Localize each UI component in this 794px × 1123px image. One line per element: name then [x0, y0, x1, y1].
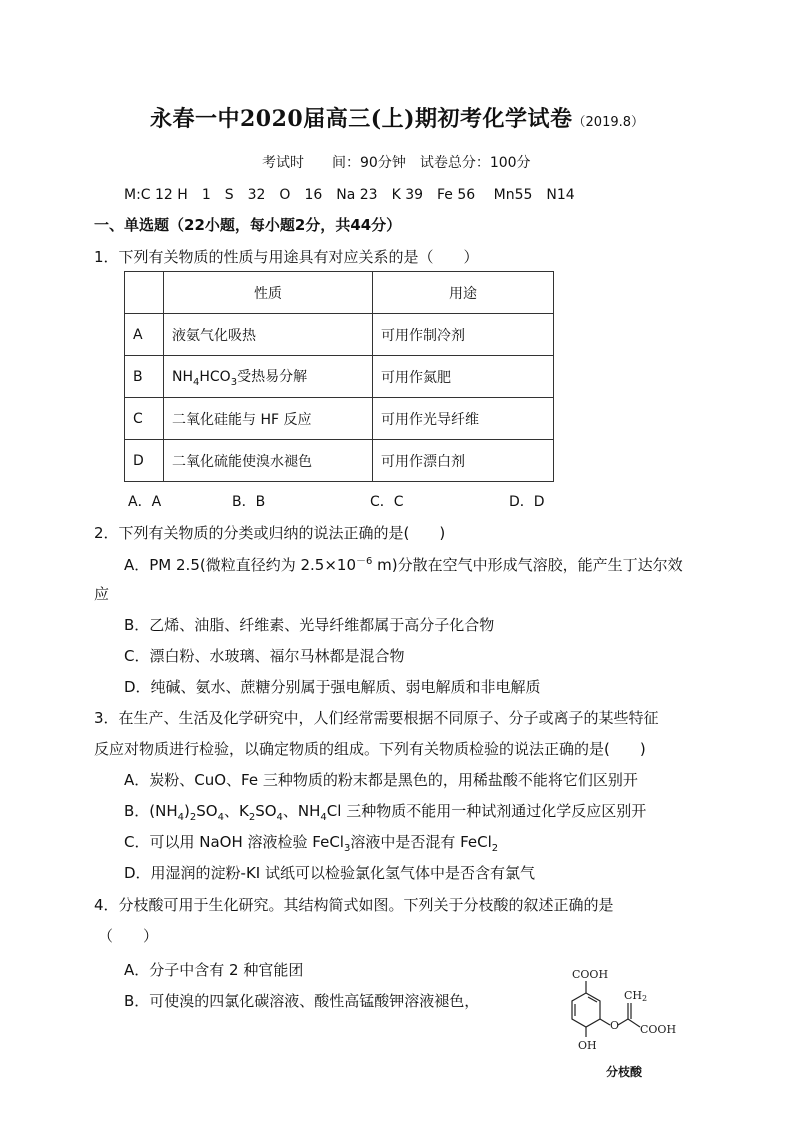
q1-option-a: A．A	[128, 494, 162, 510]
table-header-cell: 性质	[164, 272, 373, 314]
table-row	[125, 356, 554, 398]
structure-drawing	[550, 965, 700, 1065]
table-row	[125, 398, 554, 440]
row-label: B	[125, 356, 164, 398]
q1-options	[124, 491, 554, 511]
oh-label: OH	[578, 1039, 597, 1052]
table-header-row	[125, 272, 554, 314]
q1-option-c: C．C	[370, 494, 404, 510]
cooh-right-label: COOH	[640, 1023, 677, 1036]
row-label: A	[125, 314, 164, 356]
q4-option-b: B．可使溴的四氯化碳溶液、酸性高锰酸钾溶液褪色，	[124, 992, 480, 1010]
exam-title	[0, 102, 794, 133]
q3-option-c: C．可以用 NaOH 溶液检验 FeCl$_3$溶液中是否混有 FeCl$_2$	[124, 833, 499, 854]
row-use: 可用作光导纤维	[373, 398, 554, 440]
row-label: D	[125, 440, 164, 482]
q1-option-d: D．D	[509, 494, 545, 510]
structure-caption: 分枝酸	[606, 1065, 643, 1079]
row-property: 二氧化硅能与 HF 反应	[164, 398, 373, 440]
q3-stem-line2: 反应对物质进行检验，以确定物质的组成。下列有关物质检验的说法正确的是( )	[94, 740, 646, 758]
table-header-cell: 用途	[373, 272, 554, 314]
row-use: 可用作氮肥	[373, 356, 554, 398]
table-header-cell	[125, 272, 164, 314]
q2-option-a-cont: 应	[94, 585, 110, 603]
row-property: 二氧化硫能使溴水褪色	[164, 440, 373, 482]
q4-stem: 4．分枝酸可用于生化研究。其结构简式如图。下列关于分枝酸的叙述正确的是	[94, 896, 614, 914]
row-property: $NH_4HCO_3$受热易分解	[164, 356, 373, 398]
chorismic-acid-structure	[550, 965, 700, 1080]
q1-option-b: B．B	[232, 494, 266, 510]
row-label: C	[125, 398, 164, 440]
section-title: 一、单选题（22小题，每小题2分，共44分）	[94, 216, 402, 234]
table-row	[125, 440, 554, 482]
row-property: 液氨气化吸热	[164, 314, 373, 356]
q3-stem-line1: 3．在生产、生活及化学研究中，人们经常需要根据不同原子、分子或离子的某些特征	[94, 709, 659, 727]
ether-o-label: O	[610, 1019, 620, 1032]
q3-option-a: A．炭粉、CuO、Fe 三种物质的粉末都是黑色的，用稀盐酸不能将它们区别开	[124, 771, 638, 789]
table-row	[125, 314, 554, 356]
q2-option-b: B．乙烯、油脂、纤维素、光导纤维都属于高分子化合物	[124, 616, 495, 634]
row-use: 可用作漂白剂	[373, 440, 554, 482]
q1-stem: 1．下列有关物质的性质与用途具有对应关系的是（ ）	[94, 248, 479, 266]
q1-table	[124, 271, 554, 482]
row-use: 可用作制冷剂	[373, 314, 554, 356]
q4-option-a: A．分子中含有 2 种官能团	[124, 961, 304, 979]
q2-option-d: D．纯碱、氨水、蔗糖分别属于强电解质、弱电解质和非电解质	[124, 678, 541, 696]
exam-date: （2019.8）	[572, 115, 645, 130]
cooh-top-label: COOH	[572, 968, 609, 981]
q2-option-a: A．PM 2.5(微粒直径约为 $2.5\times 10^{-6}$ m)分散在空气中形成气溶胶，能产生丁达尔效	[124, 556, 683, 574]
q3-option-d: D．用湿润的淀粉-KI 试纸可以检验氯化氢气体中是否含有氯气	[124, 864, 535, 882]
q2-option-c: C．漂白粉、水玻璃、福尔马林都是混合物	[124, 647, 405, 665]
q4-stem-cont: （ ）	[98, 927, 159, 945]
title-text: 永春一中2020届高三(上)期初考化学试卷	[149, 106, 573, 132]
ch2-label: CH2	[624, 989, 648, 1003]
atomic-masses: M:C 12 H 1 S 32 O 16 Na 23 K 39 Fe 56 Mn55 N14	[124, 187, 575, 203]
q3-option-b: B．$(NH_4)_2SO_4$、$K_2SO_4$、$NH_4Cl$ 三种物质不能用一种试剂通过化学反应区别开	[124, 802, 647, 823]
exam-info: 考试时 间：90分钟 试卷总分：100分	[262, 155, 531, 171]
q2-stem: 2．下列有关物质的分类或归纳的说法正确的是( )	[94, 524, 446, 542]
